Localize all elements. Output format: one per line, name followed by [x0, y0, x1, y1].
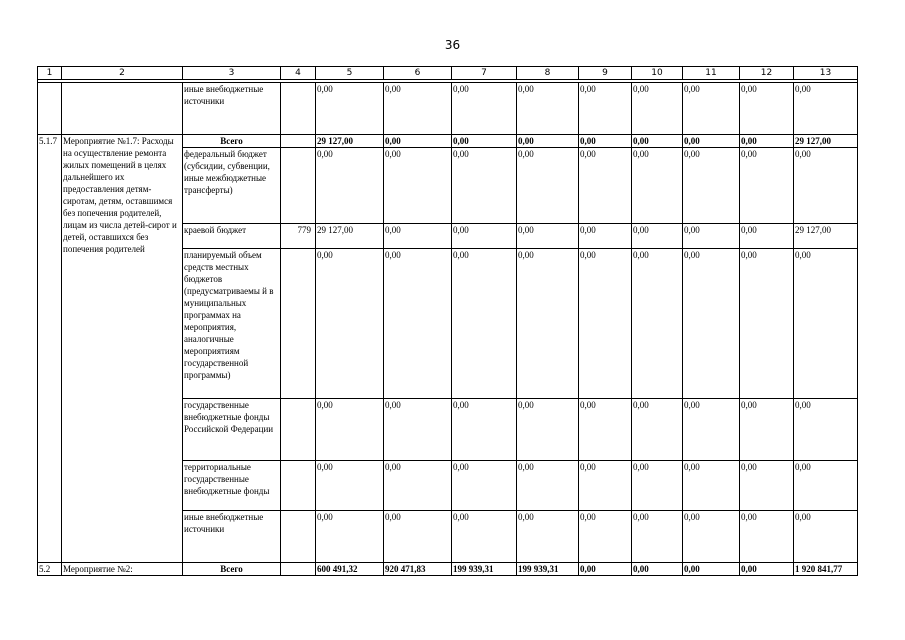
value-cell-col-8: 0,00 — [517, 224, 579, 249]
value-cell-col-13: 29 127,00 — [794, 224, 858, 249]
kbk-code — [281, 135, 316, 148]
value-cell-col-11: 0,00 — [683, 135, 740, 148]
value-cell-col-9: 0,00 — [579, 224, 632, 249]
value-cell-col-5: 0,00 — [316, 511, 384, 563]
value-cell-col-10: 0,00 — [632, 399, 683, 461]
budget-table — [37, 66, 858, 576]
value-cell-col-6: 0,00 — [384, 148, 452, 224]
value-cell-col-7: 0,00 — [452, 148, 517, 224]
column-number-10: 10 — [632, 67, 683, 80]
value-cell-col-8: 0,00 — [517, 461, 579, 511]
column-number-5: 5 — [316, 67, 384, 80]
value-cell-col-8: 0,00 — [517, 148, 579, 224]
value-cell-col-12: 0,00 — [740, 563, 794, 576]
column-number-7: 7 — [452, 67, 517, 80]
kbk-code — [281, 83, 316, 135]
kbk-code — [281, 249, 316, 399]
funding-source: планируемый объем средств местных бюджетов (предусматриваемы й в муниципальных программах на мероприятия, аналогичные мероприятиям государственной программы) — [183, 249, 281, 399]
funding-source: иные внебюджетные источники — [183, 83, 281, 135]
value-cell-col-13: 29 127,00 — [794, 135, 858, 148]
value-cell-col-7: 0,00 — [452, 461, 517, 511]
value-cell-col-6: 0,00 — [384, 249, 452, 399]
value-cell-col-13: 1 920 841,77 — [794, 563, 858, 576]
value-cell-col-5: 0,00 — [316, 148, 384, 224]
column-number-13: 13 — [794, 67, 858, 80]
table-row — [38, 135, 858, 148]
column-number-8: 8 — [517, 67, 579, 80]
funding-source: Всего — [183, 563, 281, 576]
value-cell-col-12: 0,00 — [740, 399, 794, 461]
value-cell-col-11: 0,00 — [683, 249, 740, 399]
kbk-code — [281, 461, 316, 511]
value-cell-col-5: 600 491,32 — [316, 563, 384, 576]
value-cell-col-11: 0,00 — [683, 511, 740, 563]
value-cell-col-7: 0,00 — [452, 249, 517, 399]
value-cell-col-10: 0,00 — [632, 563, 683, 576]
value-cell-col-9: 0,00 — [579, 135, 632, 148]
value-cell-col-13: 0,00 — [794, 83, 858, 135]
kbk-code — [281, 148, 316, 224]
value-cell-col-9: 0,00 — [579, 461, 632, 511]
value-cell-col-8: 0,00 — [517, 249, 579, 399]
value-cell-col-10: 0,00 — [632, 224, 683, 249]
value-cell-col-8: 0,00 — [517, 399, 579, 461]
value-cell-col-5: 0,00 — [316, 83, 384, 135]
value-cell-col-9: 0,00 — [579, 83, 632, 135]
value-cell-col-7: 0,00 — [452, 224, 517, 249]
value-cell-col-11: 0,00 — [683, 563, 740, 576]
value-cell-col-10: 0,00 — [632, 83, 683, 135]
value-cell-col-8: 199 939,31 — [517, 563, 579, 576]
value-cell-col-10: 0,00 — [632, 511, 683, 563]
value-cell-col-9: 0,00 — [579, 511, 632, 563]
kbk-code: 779 — [281, 224, 316, 249]
value-cell-col-10: 0,00 — [632, 249, 683, 399]
value-cell-col-6: 0,00 — [384, 224, 452, 249]
funding-source: территориальные государственные внебюджетные фонды — [183, 461, 281, 511]
value-cell-col-11: 0,00 — [683, 224, 740, 249]
value-cell-col-5: 29 127,00 — [316, 135, 384, 148]
measure-name: Мероприятие №2: — [62, 563, 183, 576]
funding-source: Всего — [183, 135, 281, 148]
kbk-code — [281, 399, 316, 461]
value-cell-col-8: 0,00 — [517, 511, 579, 563]
value-cell-col-5: 0,00 — [316, 249, 384, 399]
column-number-9: 9 — [579, 67, 632, 80]
measure-name: Мероприятие №1.7: Расходы на осуществление ремонта жилых помещений в целях дальнейшего их предоставления детям-сиротам, детям, оставшимся без попечения родителей, лицам из числа детей-сирот и детей, оставшихся без попечения родителей — [62, 135, 183, 563]
column-number-3: 3 — [183, 67, 281, 80]
value-cell-col-12: 0,00 — [740, 135, 794, 148]
value-cell-col-12: 0,00 — [740, 511, 794, 563]
value-cell-col-13: 0,00 — [794, 249, 858, 399]
measure-num-cell — [38, 83, 62, 135]
measure-number: 5.2 — [38, 563, 62, 576]
value-cell-col-6: 920 471,83 — [384, 563, 452, 576]
value-cell-col-11: 0,00 — [683, 83, 740, 135]
value-cell-col-11: 0,00 — [683, 399, 740, 461]
funding-source: государственные внебюджетные фонды Российской Федерации — [183, 399, 281, 461]
value-cell-col-9: 0,00 — [579, 249, 632, 399]
value-cell-col-8: 0,00 — [517, 83, 579, 135]
value-cell-col-10: 0,00 — [632, 148, 683, 224]
table-row — [38, 563, 858, 576]
table-row — [38, 83, 858, 135]
measure-number: 5.1.7 — [38, 135, 62, 563]
kbk-code — [281, 563, 316, 576]
value-cell-col-9: 0,00 — [579, 399, 632, 461]
funding-source: краевой бюджет — [183, 224, 281, 249]
value-cell-col-12: 0,00 — [740, 148, 794, 224]
value-cell-col-7: 0,00 — [452, 83, 517, 135]
value-cell-col-5: 29 127,00 — [316, 224, 384, 249]
value-cell-col-7: 0,00 — [452, 399, 517, 461]
value-cell-col-13: 0,00 — [794, 399, 858, 461]
value-cell-col-5: 0,00 — [316, 461, 384, 511]
value-cell-col-9: 0,00 — [579, 148, 632, 224]
value-cell-col-10: 0,00 — [632, 461, 683, 511]
value-cell-col-6: 0,00 — [384, 399, 452, 461]
funding-source: иные внебюджетные источники — [183, 511, 281, 563]
measure-name-cell — [62, 83, 183, 135]
value-cell-col-12: 0,00 — [740, 224, 794, 249]
value-cell-col-13: 0,00 — [794, 148, 858, 224]
value-cell-col-11: 0,00 — [683, 461, 740, 511]
value-cell-col-9: 0,00 — [579, 563, 632, 576]
value-cell-col-12: 0,00 — [740, 83, 794, 135]
value-cell-col-7: 0,00 — [452, 135, 517, 148]
column-number-6: 6 — [384, 67, 452, 80]
column-number-4: 4 — [281, 67, 316, 80]
value-cell-col-6: 0,00 — [384, 83, 452, 135]
column-number-1: 1 — [38, 67, 62, 80]
value-cell-col-6: 0,00 — [384, 461, 452, 511]
column-number-2: 2 — [62, 67, 183, 80]
value-cell-col-13: 0,00 — [794, 511, 858, 563]
value-cell-col-10: 0,00 — [632, 135, 683, 148]
value-cell-col-8: 0,00 — [517, 135, 579, 148]
value-cell-col-6: 0,00 — [384, 135, 452, 148]
value-cell-col-12: 0,00 — [740, 461, 794, 511]
header-row — [38, 67, 858, 80]
value-cell-col-13: 0,00 — [794, 461, 858, 511]
page-number: 36 — [444, 38, 461, 52]
value-cell-col-7: 199 939,31 — [452, 563, 517, 576]
value-cell-col-6: 0,00 — [384, 511, 452, 563]
column-number-11: 11 — [683, 67, 740, 80]
value-cell-col-5: 0,00 — [316, 399, 384, 461]
value-cell-col-7: 0,00 — [452, 511, 517, 563]
value-cell-col-11: 0,00 — [683, 148, 740, 224]
value-cell-col-12: 0,00 — [740, 249, 794, 399]
funding-source: федеральный бюджет (субсидии, субвенции, иные межбюджетные трансферты) — [183, 148, 281, 224]
column-number-12: 12 — [740, 67, 794, 80]
kbk-code — [281, 511, 316, 563]
